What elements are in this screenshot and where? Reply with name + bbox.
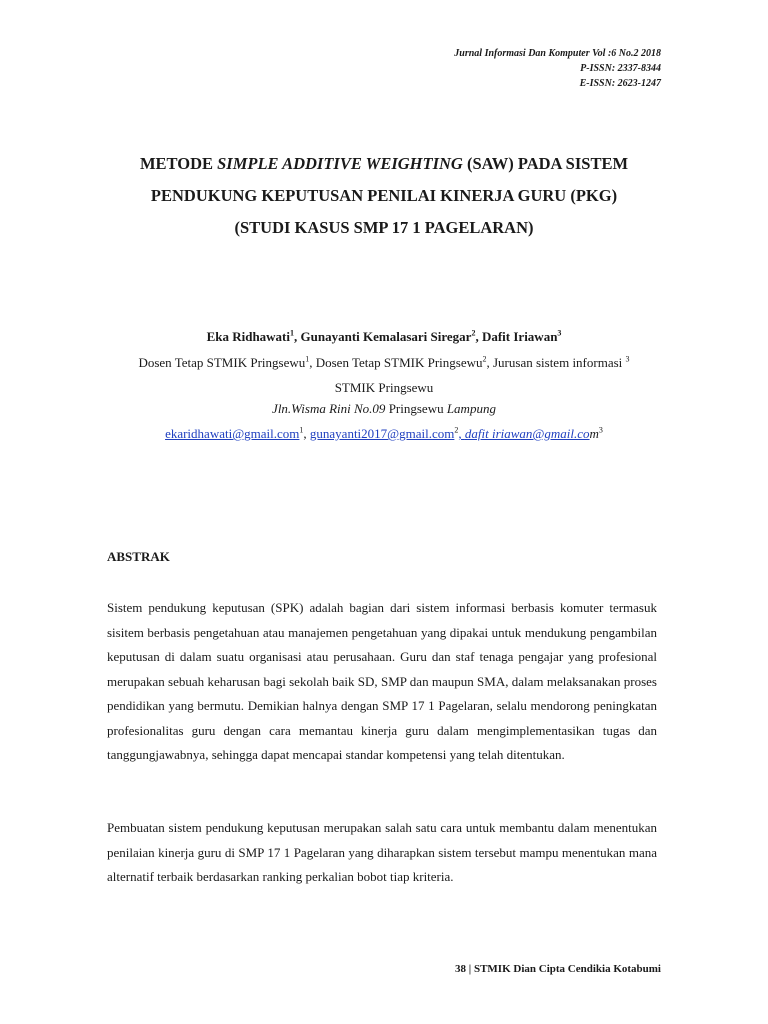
page-footer <box>455 963 661 975</box>
email-3-text: dafit iriawan@gmail.co <box>464 426 590 441</box>
author-1-sup: 1 <box>290 328 295 338</box>
affiliation-part-1: Dosen Tetap STMIK Pringsewu <box>138 355 306 370</box>
abstract-paragraph-1: Sistem pendukung keputusan (SPK) adalah bagian dari sistem informasi berbasis komuter termasuk sisitem berbasis pengetahuan atau manajemen pengetahuan yang dipakai untuk mendukung pengambilan keputusan di dalam suatu organisasi atau perusahaan. Guru dan staf tenaga pengajar yang profesional merupakan sebuah keharusan bagi sekolah baik SD, SMP dan maupun SMA, dalam melaksanakan proses pendidikan yang bermutu. Demikian halnya dengan SMP 17 1 Pagelaran, selalu mendorong peningkatan profesionalitas guru dengan cara memantau kinerja guru dalam mengimplementasikan tugas dan tanggungjawabnya, sehingga dapat mencapai standar kompetensi yang telah ditentukan. <box>107 600 657 762</box>
title-italic: SIMPLE ADDITIVE WEIGHTING <box>217 154 463 173</box>
affiliation <box>80 350 688 400</box>
affiliation-sup-3: 3 <box>625 354 630 364</box>
email-list <box>80 423 688 445</box>
email-link-3[interactable] <box>465 426 590 441</box>
address <box>80 398 688 420</box>
title-suffix: (SAW) PADA SISTEM <box>462 154 629 173</box>
email-sup-1: 1 <box>299 425 304 435</box>
title-prefix: METODE <box>139 154 218 173</box>
title-line-3: (STUDI KASUS SMP 17 1 PAGELARAN) <box>234 218 534 237</box>
affiliation-part-2: , Dosen Tetap STMIK Pringsewu <box>309 355 483 370</box>
affiliation-line-1 <box>80 350 688 375</box>
footer-institution: STMIK Dian Cipta Cendikia Kotabumi <box>473 963 661 975</box>
title-line-1 <box>80 148 688 180</box>
email-link-2[interactable]: gunayanti2017@gmail.com <box>309 426 455 441</box>
email-separator: , <box>303 426 310 441</box>
author-2-sup: 2 <box>471 328 476 338</box>
paper-title <box>80 148 688 244</box>
affiliation-line-2: STMIK Pringsewu <box>334 380 434 395</box>
email-sup-3: 3 <box>598 425 603 435</box>
footer-separator: | <box>466 963 474 975</box>
author-3: Dafit Iriawan <box>481 329 558 344</box>
author-1: Eka Ridhawati <box>206 329 291 344</box>
abstract-heading: ABSTRAK <box>107 549 170 564</box>
address-street: Jln.Wisma Rini No.09 <box>272 401 386 416</box>
email-separator-link[interactable]: , <box>458 426 465 441</box>
author-separator: , <box>294 329 301 344</box>
email-3-tail: m <box>589 426 599 441</box>
author-separator: , <box>475 329 482 344</box>
journal-name: Jurnal Informasi Dan Komputer Vol :6 No.2 2018 <box>454 48 661 59</box>
affiliation-part-3: , Jurusan sistem informasi <box>486 355 626 370</box>
e-issn: E-ISSN: 2623-1247 <box>579 78 661 89</box>
author-list <box>80 327 688 347</box>
author-3-sup: 3 <box>557 328 562 338</box>
email-sup-2: 2 <box>454 425 459 435</box>
affiliation-sup-2: 2 <box>482 354 487 364</box>
journal-header <box>454 46 661 91</box>
address-province: Lampung <box>446 401 496 416</box>
title-line-2: PENDUKUNG KEPUTUSAN PENILAI KINERJA GURU (PKG) <box>150 186 618 205</box>
author-2: Gunayanti Kemalasari Siregar <box>300 329 472 344</box>
email-link-1[interactable]: ekaridhawati@gmail.com <box>165 426 300 441</box>
p-issn: P-ISSN: 2337-8344 <box>580 63 661 74</box>
affiliation-sup-1: 1 <box>305 354 310 364</box>
page-number: 38 <box>455 963 467 975</box>
abstract-paragraph-2: Pembuatan sistem pendukung keputusan merupakan salah satu cara untuk membantu dalam menentukan penilaian kinerja guru di SMP 17 1 Pagelaran yang diharapkan sistem tersebut mampu menentukan mana alternatif terbaik berdasarkan ranking perkalian bobot tiap kriteria. <box>107 820 657 884</box>
address-city: Pringsewu <box>385 401 447 416</box>
